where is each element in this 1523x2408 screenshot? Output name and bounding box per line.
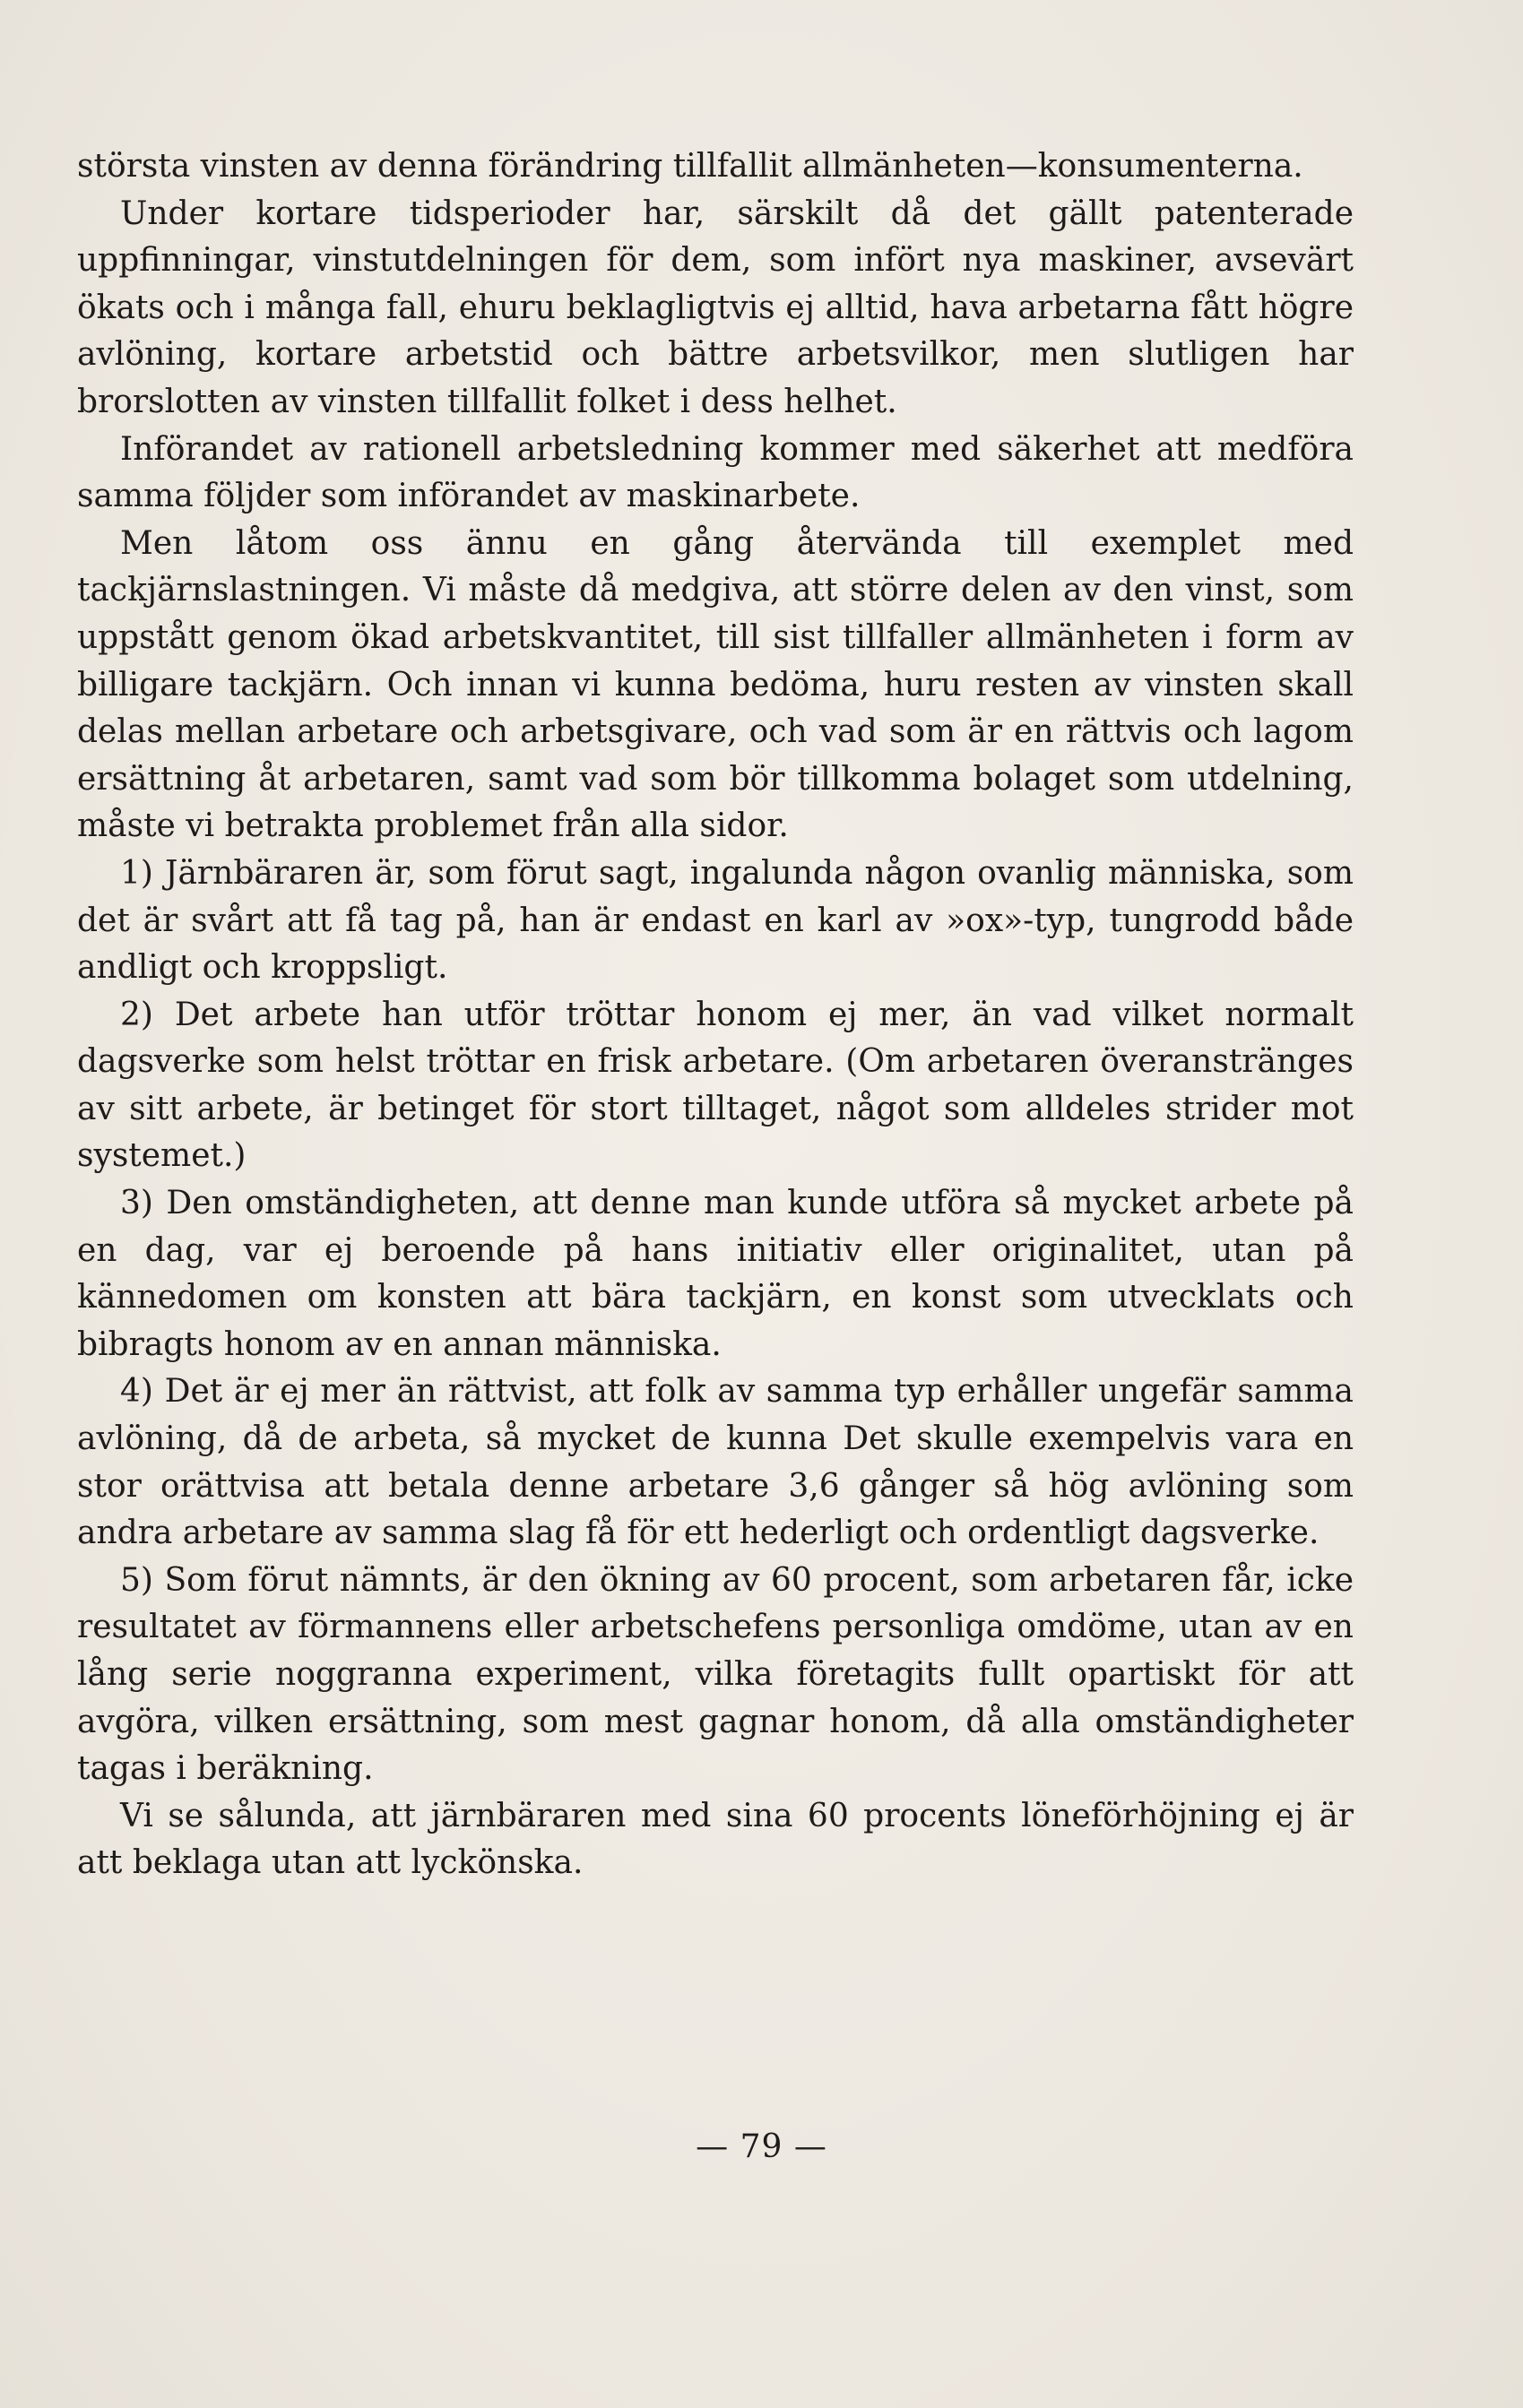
paragraph-point-3: 3) Den omständigheten, att denne man kunde utföra så mycket arbete på en dag, var ej beroende på hans initiativ eller originalitet, utan på kännedomen om konsten att bära tackjärn, en konst som utvecklats och bibragts honom av en annan människa. xyxy=(77,1185,1354,1363)
paragraph-profit-distribution: Under kortare tidsperioder har, särskilt då det gällt patenterade uppfinningar, vinstutdelningen för dem, som infört nya maskiner, avsevärt ökats och i många fall, ehuru beklagligtvis ej alltid, hava arbetarna fått högre avlöning, kortare arbetstid och bättre arbetsvilkor, men slutligen har brorslotten av vinsten tillfallit folket i dess helhet. xyxy=(77,194,1354,420)
paragraph-point-2: 2) Det arbete han utför tröttar honom ej mer, än vad vilket normalt dagsverke som helst tröttar en frisk arbetare. (Om arbetaren överanstränges av sitt arbete, är betinget för stort tilltaget, något som alldeles strider mot systemet.) xyxy=(77,996,1354,1175)
page-number: — 79 — xyxy=(696,2128,827,2165)
paragraph-continuation: största vinsten av denna förändring tillfallit allmänheten—konsumenterna. xyxy=(77,148,1303,185)
paragraph-point-1: 1) Järnbäraren är, som förut sagt, ingalunda någon ovanlig människa, som det är svårt att få tag på, han är endast en karl av »ox»-typ, tungrodd både andligt och kroppsligt. xyxy=(77,854,1354,987)
body-text xyxy=(77,143,1354,1887)
paragraph-conclusion: Vi se sålunda, att järnbäraren med sina 60 procents löneförhöjning ej är att beklaga utan att lyckönska. xyxy=(77,1797,1354,1882)
paragraph-pig-iron-example: Men låtom oss ännu en gång återvända till exemplet med tackjärnslastningen. Vi måste då medgiva, att större delen av den vinst, som uppstått genom ökad arbetskvantitet, till sist tillfaller allmänheten i form av billigare tackjärn. Och innan vi kunna bedöma, huru resten av vinsten skall delas mellan arbetare och arbetsgivare, och vad som är en rättvis och lagom ersättning åt arbetaren, samt vad som bör tillkomma bolaget som utdelning, måste vi betrakta problemet från alla sidor. xyxy=(77,524,1354,845)
paragraph-point-5: 5) Som förut nämnts, är den ökning av 60 procent, som arbetaren får, icke resultatet av förmannens eller arbetschefens personliga omdöme, utan av en lång serie noggranna experiment, vilka företagits fullt opartiskt för att avgöra, vilken ersättning, som mest gagnar honom, då alla omständigheter tagas i beräkning. xyxy=(77,1561,1354,1788)
paragraph-point-4: 4) Det är ej mer än rättvist, att folk av samma typ erhåller ungefär samma avlöning, då de arbeta, så mycket de kunna Det skulle exempelvis vara en stor orättvisa att betala denne arbetare 3,6 gånger så hög avlöning som andra arbetare av samma slag få för ett hederligt och ordentligt dagsverke. xyxy=(77,1373,1354,1552)
paragraph-rational-management: Införandet av rationell arbetsledning kommer med säkerhet att medföra samma följder som införandet av maskinarbete. xyxy=(77,430,1354,515)
